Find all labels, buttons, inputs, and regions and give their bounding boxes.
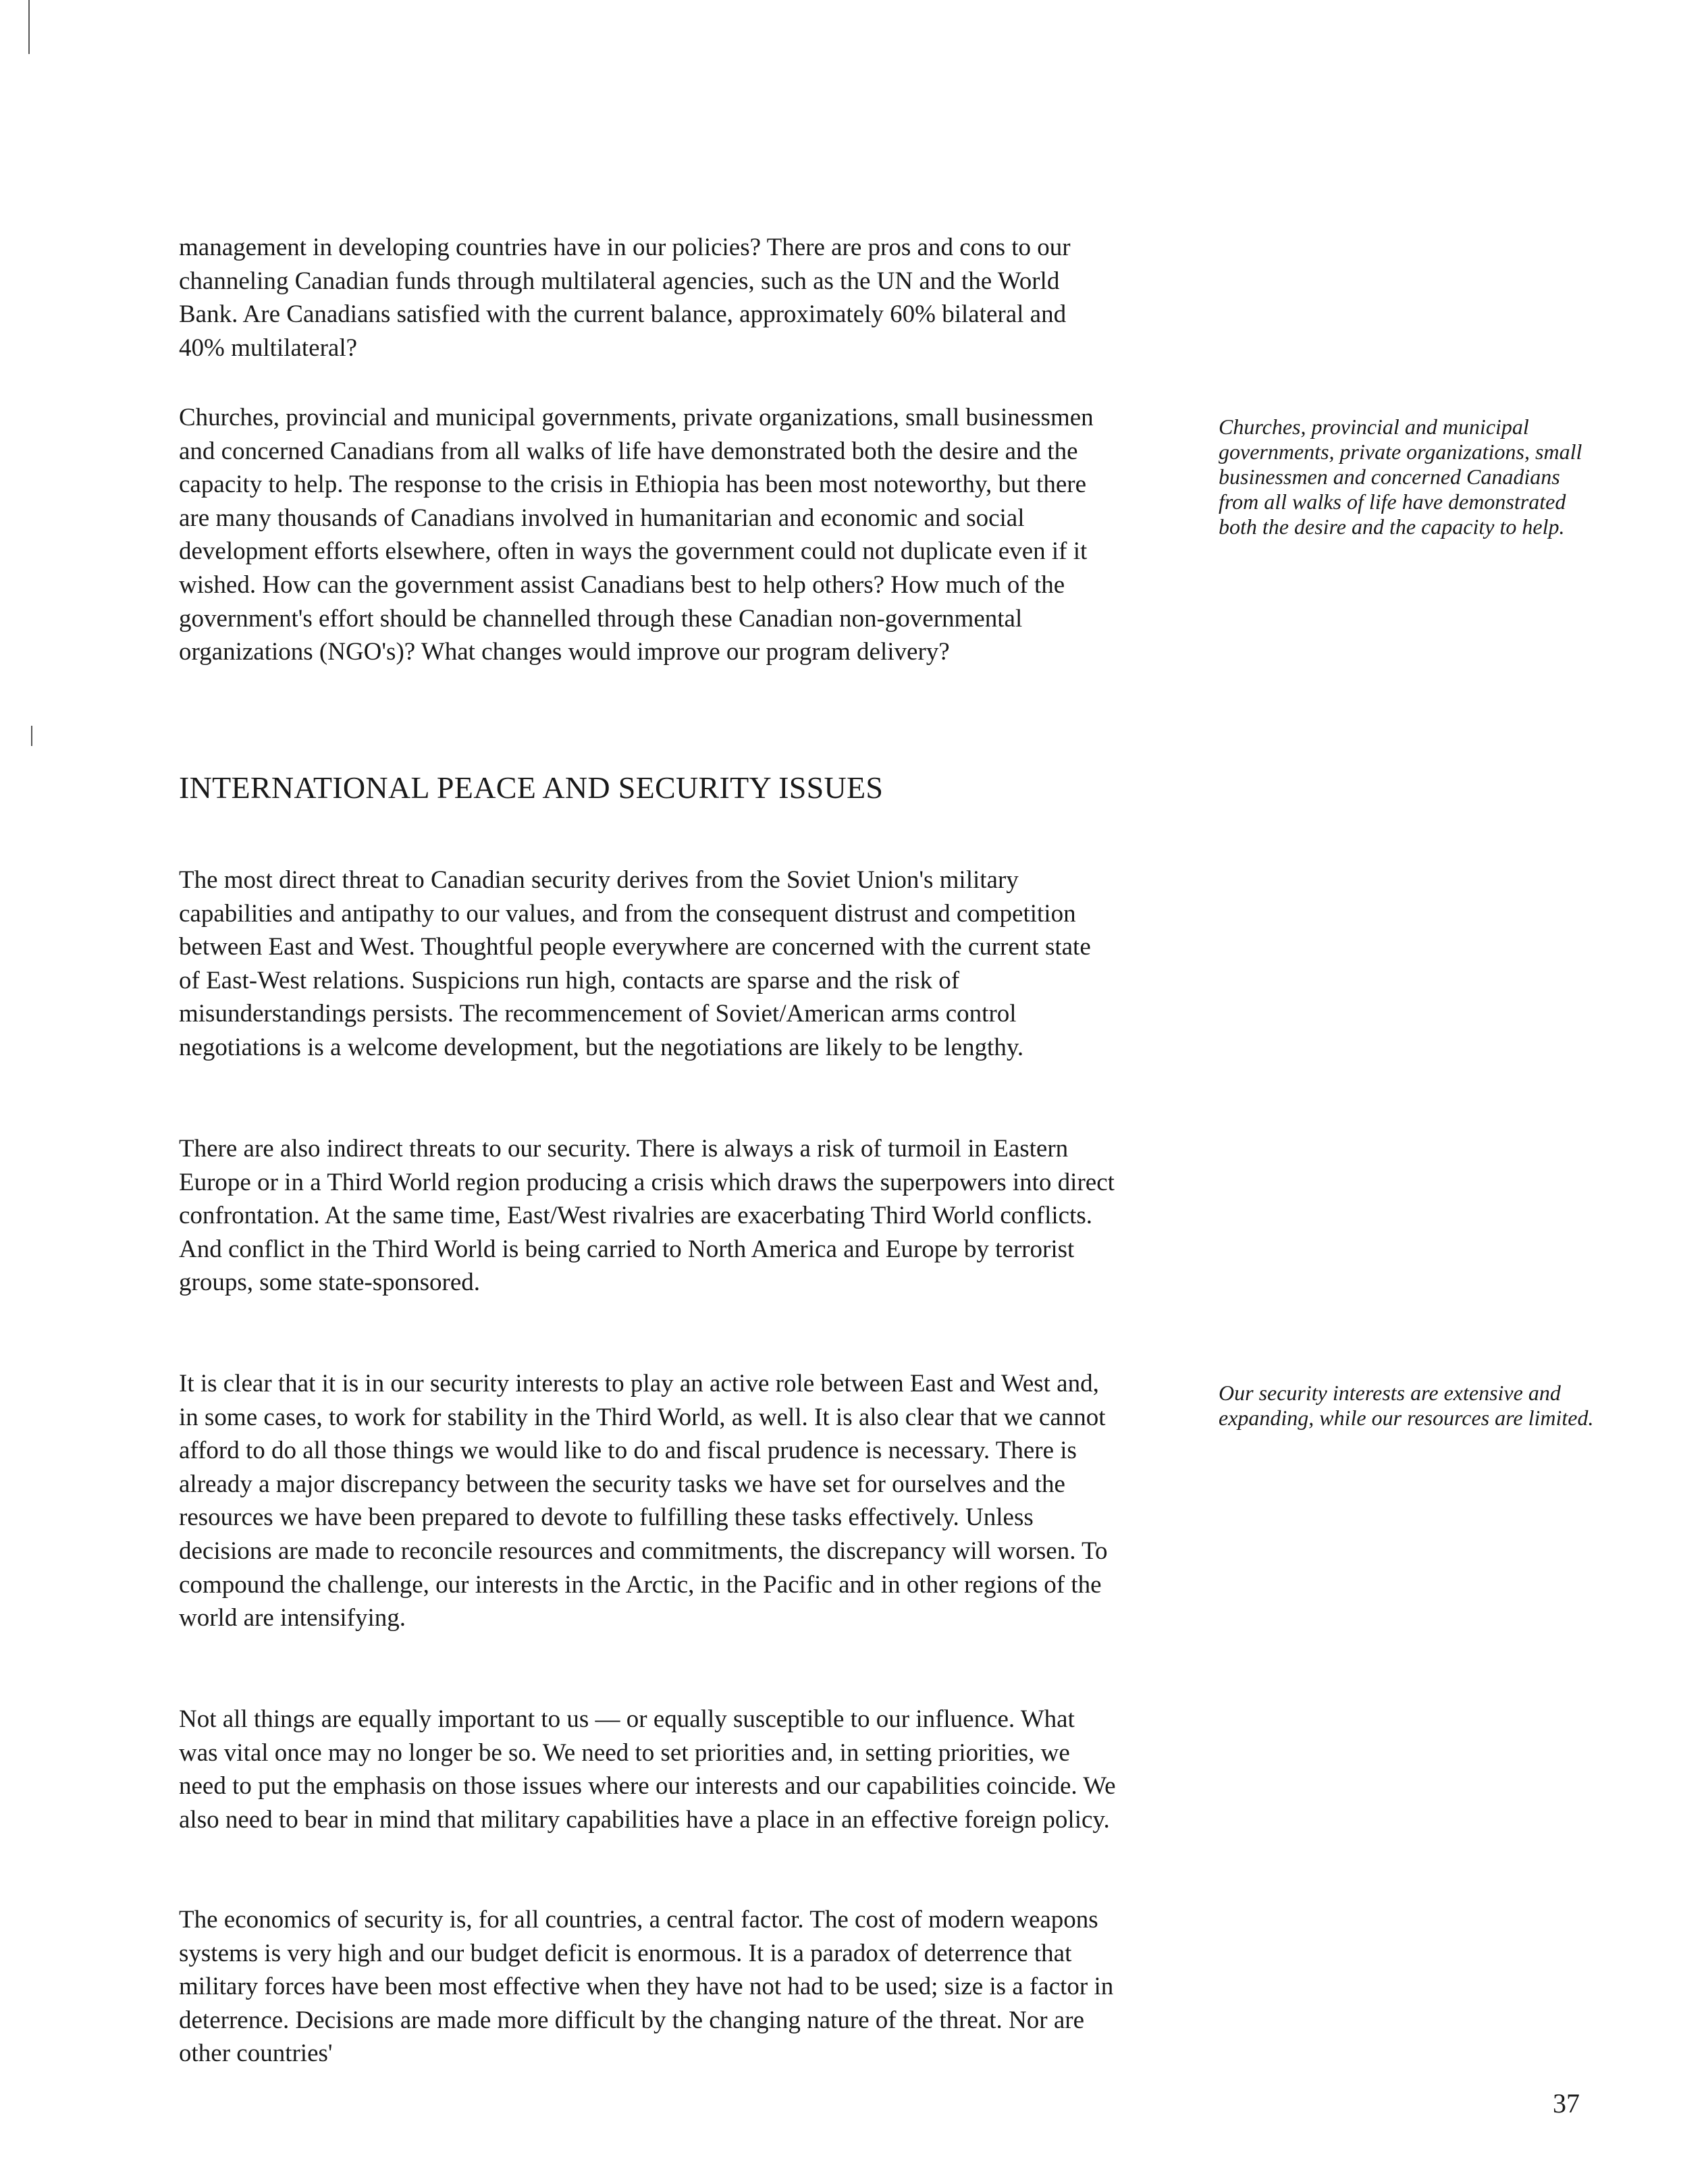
body-paragraph: It is clear that it is in our security interests to play an active role between East and West and, in some cases, to work for stability in the Third World, as well. It is also clear that we cannot afford to do all those things we would like to do and fiscal prudence is necessary. There is already a major discrepancy between the security tasks we have set for ourselves and the resources we have been prepared to devote to fulfilling these tasks effectively. Unless decisions are made to reconcile resources and commitments, the discrepancy will worsen. To compound the challenge, our interests in the Arctic, in the Pacific and in other regions of the world are intensifying. [179,1370,1108,1632]
body-paragraph: Churches, provincial and municipal governments, private organizations, small businessmen and concerned Canadians from all walks of life have demonstrated both the desire and the capacity to help. The response to the crisis in Ethiopia has been most noteworthy, but there are many thousands of Canadians involved in humanitarian and economic and social development efforts elsewhere, often in ways the government could not duplicate even if it wished. How can the government assist Canadians best to help others? How much of the government's effort should be channelled through these Canadian non-governmental organizations (NGO's)? What changes would improve our program delivery? [179,404,1094,666]
body-paragraph: There are also indirect threats to our security. There is always a risk of turmoil in Eastern Europe or in a Third World region producing a crisis which draws the superpowers into direct confrontation. At the same time, East/West rivalries are exacerbating Third World conflicts. And conflict in the Third World is being carried to North America and Europe by terrorist groups, some state-sponsored. [179,1135,1115,1297]
scan-mark [31,726,32,746]
page-number: 37 [1553,2088,1580,2119]
body-paragraph: Not all things are equally important to us — or equally susceptible to our influence. What was vital once may no longer be so. We need to set priorities and, in setting priorities, we need to put the emphasis on those issues where our interests and our capabilities coincide. We also need to bear in mind that military capabilities have a place in an effective foreign policy. [179,1705,1116,1834]
body-paragraph: The economics of security is, for all countries, a central factor. The cost of modern weapons systems is very high and our budget deficit is enormous. It is a paradox of deterrence that military forces have been most effective when they have not had to be used; size is a factor in deterrence. Decisions are made more difficult by the changing nature of the threat. Nor are other countries' [179,1906,1114,2068]
scan-mark [28,0,30,54]
margin-note: Churches, provincial and municipal governments, private organizations, small businessmen and concerned Canadians from all walks of life have demonstrated both the desire and the capacity to help. [1219,415,1582,539]
body-paragraph: management in developing countries have in our policies? There are pros and cons to our channeling Canadian funds through multilateral agencies, such as the UN and the World Bank. Are Canadians satisfied with the current balance, approximately 60% bilateral and 40% multilateral? [179,234,1071,362]
section-heading: INTERNATIONAL PEACE AND SECURITY ISSUES [179,770,884,805]
margin-note: Our security interests are extensive and expanding, while our resources are limited. [1219,1381,1594,1430]
body-paragraph: The most direct threat to Canadian security derives from the Soviet Union's military capabilities and antipathy to our values, and from the consequent distrust and competition between East and West. Thoughtful people everywhere are concerned with the current state of East-West relations. Suspicions run high, contacts are sparse and the risk of misunderstandings persists. The recommencement of Soviet/American arms control negotiations is a welcome development, but the negotiations are likely to be lengthy. [179,866,1091,1061]
